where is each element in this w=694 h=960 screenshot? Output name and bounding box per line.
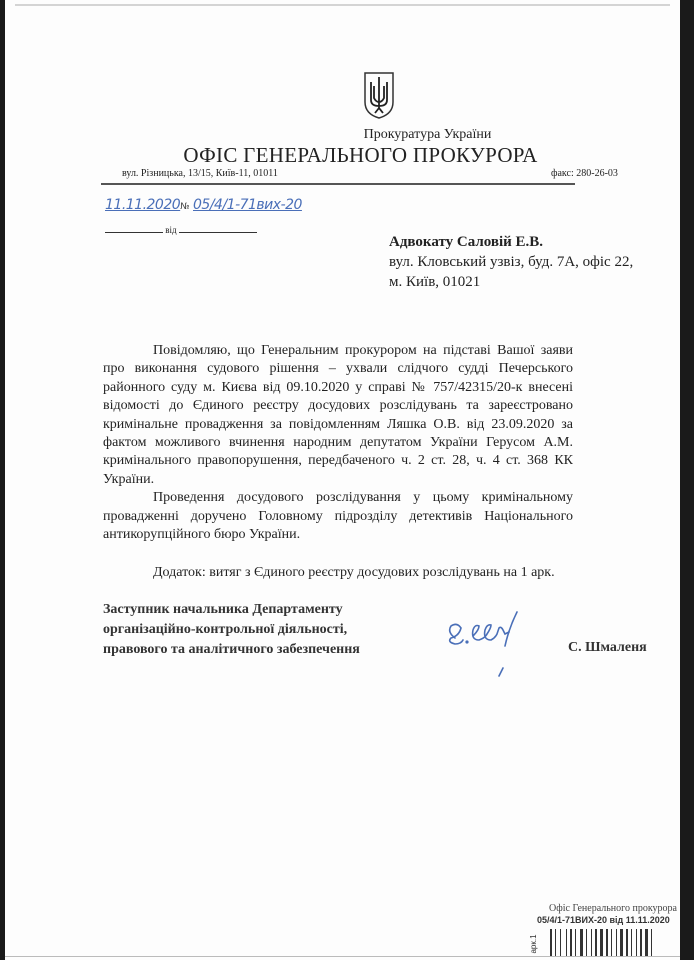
sheet-number: арк.1 [528,934,538,954]
signatory-title-line: Заступник начальника Департаменту [103,602,343,617]
reference-date-blank [179,224,257,233]
barcode-bar [557,929,559,957]
barcode-bar [570,929,572,957]
barcode-bar [631,929,632,957]
stamp-reg-number: 05/4/1-71ВИХ-20 від 11.11.2020 [537,915,670,925]
barcode-bar [651,929,652,957]
scan-bottom-edge [5,956,680,957]
barcode [550,929,680,957]
barcode-bar [573,929,574,957]
barcode-bar [584,929,585,957]
barcode-bar [620,929,623,957]
barcode-bar [633,929,635,957]
org-address: вул. Різницька, 13/15, Київ-11, 01011 [122,168,278,179]
recipient-address-line1: вул. Кловський узвіз, буд. 7А, офіс 22, [389,254,634,270]
body-paragraph: Проведення досудового розслідування у цьому кримінальному провадженні доручено Головному підрозділу детективів Національного антикорупційного бюро України. [103,490,573,543]
org-name: ОФІС ГЕНЕРАЛЬНОГО ПРОКУРОРА [183,143,538,167]
barcode-bar [626,929,628,957]
barcode-bar [600,929,603,957]
org-fax: факс: 280-26-03 [551,168,618,179]
barcode-bar [595,929,597,957]
barcode-bar [618,929,619,957]
barcode-bar [645,929,648,957]
barcode-bar [586,929,587,957]
scan-edge-line [15,4,670,6]
reference-from-label: від [165,225,177,235]
signer-name: С. Шмаленя [568,640,647,655]
barcode-bar [580,929,583,957]
barcode-bar [593,929,594,957]
letter-body [103,342,573,583]
barcode-bar [566,929,567,957]
barcode-bar [577,929,579,957]
coat-of-arms-icon [362,70,396,120]
recipient-block [389,232,633,292]
barcode-bar [653,929,655,957]
barcode-bar [629,929,630,957]
barcode-bar [624,929,625,957]
barcode-bar [553,929,554,957]
barcode-bar [636,929,637,957]
barcode-bar [562,929,565,957]
barcode-bar [611,929,612,957]
barcode-bar [598,929,599,957]
barcode-bar [649,929,650,957]
barcode-bar [643,929,644,957]
registration-stamp [537,903,685,925]
barcode-bar [550,929,552,957]
barcode-bar [613,929,615,957]
handwritten-signature [445,598,555,688]
signatory-title [103,600,360,660]
barcode-bar [606,929,608,957]
parent-org: Прокуратура України [363,127,492,142]
barcode-bar [568,929,569,957]
recipient-address-line2: м. Київ, 01021 [389,274,481,290]
barcode-bar [560,929,561,957]
handwritten-date: 11.11.2020 [105,197,181,213]
recipient-name: Адвокату Саловій Е.В. [389,234,544,250]
barcode-bar [616,929,617,957]
reference-number-blank [105,224,163,233]
barcode-bar [588,929,590,957]
reference-line [105,224,257,235]
barcode-bar [555,929,556,957]
attachment-note: Додаток: витяг з Єдиного реєстру досудових розслідувань на 1 арк. [153,565,555,581]
barcode-bar [575,929,576,957]
signatory-title-line: організаційно-контрольної діяльності, [103,622,348,637]
barcode-bar [640,929,642,957]
handwritten-number: 05/4/1-71вих-20 [193,197,302,213]
document-page [5,0,680,960]
handwritten-outgoing-number [105,197,302,213]
signatory-title-line: правового та аналітичного забезпечення [103,642,360,657]
barcode-bar [591,929,592,957]
barcode-bar [609,929,610,957]
header-divider [101,183,575,185]
stamp-org: Офіс Генерального прокурора [549,903,677,914]
barcode-bar [604,929,605,957]
barcode-bar [638,929,639,957]
number-sign: № [180,202,190,212]
body-paragraph: Повідомляю, що Генеральним прокурором на підставі Вашої заяви про виконання судового рішення – ухвали слідчого судді Печерського районного суду м. Києва від 09.10.2020 у справі № 757/42315/20-к внесені відомості до Єдиного реєстру досудових розслідувань та зареєстровано кримінальне провадження за повідомленням Ляшка О.В. від 23.09.2020 за фактом можливого вчинення народним депутатом України Герусом А.М. кримінального правопорушення, передбаченого ч. 2 ст. 28, ч. 4 ст. 368 КК України. [103,343,573,487]
